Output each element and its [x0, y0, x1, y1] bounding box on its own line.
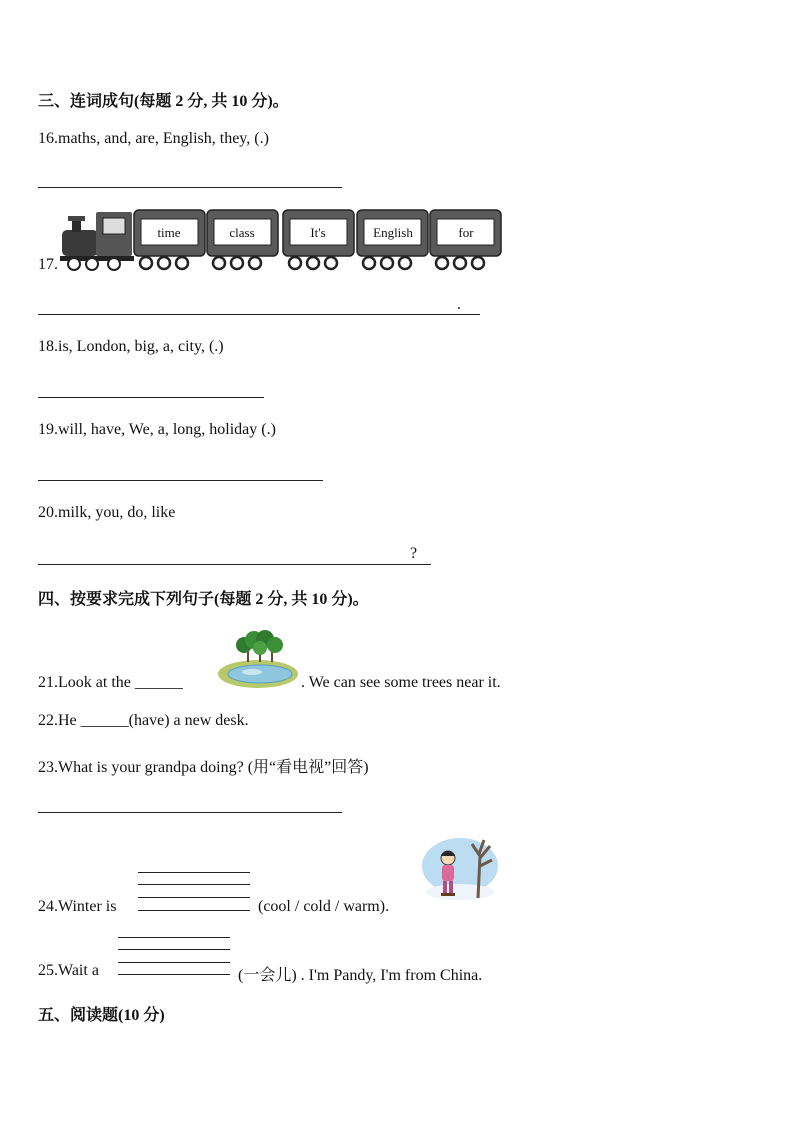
question-text: is, London, big, a, city, (.) — [58, 338, 224, 355]
question-number: 22. — [38, 712, 58, 729]
question-number: 21. — [38, 674, 58, 691]
train-car-4 — [357, 210, 428, 269]
answer-line-23[interactable] — [38, 812, 342, 813]
question-text: Wait a — [58, 962, 99, 979]
train-car-3 — [283, 210, 354, 269]
train-car-5 — [430, 210, 501, 269]
question-text: maths, and, are, English, they, (.) — [58, 130, 269, 147]
question-17-number: 17. — [38, 256, 58, 273]
question-16 — [38, 130, 269, 148]
question-text: What is your grandpa doing? (用“看电视”回答) — [58, 759, 369, 776]
section-5-title: 五、阅读题(10 分) — [38, 1007, 165, 1024]
train-word-2: class — [229, 225, 255, 240]
question-18 — [38, 338, 224, 356]
question-number: 18. — [38, 338, 58, 355]
winter-girl-image — [420, 836, 500, 902]
question-number: 20. — [38, 504, 58, 521]
answer-line-16[interactable] — [38, 187, 342, 188]
question-number: 25. — [38, 962, 58, 979]
section-4-title: 四、按要求完成下列句子(每题 2 分, 共 10 分)。 — [38, 591, 369, 608]
question-21-end: . We can see some trees near it. — [301, 674, 501, 691]
question-number: 24. — [38, 898, 58, 915]
answer-line-24c[interactable] — [138, 897, 250, 898]
question-number: 16. — [38, 130, 58, 147]
question-text: will, have, We, a, long, holiday (.) — [58, 421, 276, 438]
answer-line-25b[interactable] — [118, 949, 230, 950]
answer-line-20[interactable] — [38, 564, 431, 565]
train-word-3: It's — [310, 225, 326, 240]
question-text: He ______(have) a new desk. — [58, 712, 249, 729]
question-25-end: (一会儿) . I'm Pandy, I'm from China. — [238, 967, 483, 984]
train-word-5: for — [458, 225, 474, 240]
question-23 — [38, 754, 369, 777]
answer-line-24b[interactable] — [138, 884, 250, 885]
train-car-2 — [207, 210, 278, 269]
locomotive-icon — [60, 212, 134, 270]
answer-line-25d[interactable] — [118, 974, 230, 975]
train-illustration — [58, 206, 504, 272]
question-20 — [38, 504, 175, 522]
answer-line-17[interactable] — [38, 314, 480, 315]
question-number: 23. — [38, 759, 58, 776]
train-word-1: time — [157, 225, 181, 240]
question-22 — [38, 712, 249, 730]
question-text: milk, you, do, like — [58, 504, 176, 521]
train-car-1 — [134, 210, 205, 269]
answer-line-25a[interactable] — [118, 937, 230, 938]
train-word-4: English — [373, 225, 413, 240]
answer-line-25c[interactable] — [118, 962, 230, 963]
question-24-end: (cool / cold / warm). — [258, 898, 390, 915]
question-25-start — [38, 962, 99, 980]
question-number: 19. — [38, 421, 58, 438]
end-mark-20: ? — [410, 545, 418, 562]
question-24-start — [38, 898, 116, 916]
question-21-start — [38, 674, 183, 692]
end-mark-17: . — [457, 296, 461, 313]
answer-line-18[interactable] — [38, 397, 264, 398]
question-text: Winter is — [58, 898, 117, 915]
lake-with-trees-image — [214, 630, 300, 690]
question-text: Look at the ______ — [58, 674, 183, 691]
section-3-title: 三、连词成句(每题 2 分, 共 10 分)。 — [38, 93, 289, 110]
answer-line-24d[interactable] — [138, 910, 250, 911]
answer-line-19[interactable] — [38, 480, 323, 481]
question-19 — [38, 421, 276, 439]
answer-line-24a[interactable] — [138, 872, 250, 873]
